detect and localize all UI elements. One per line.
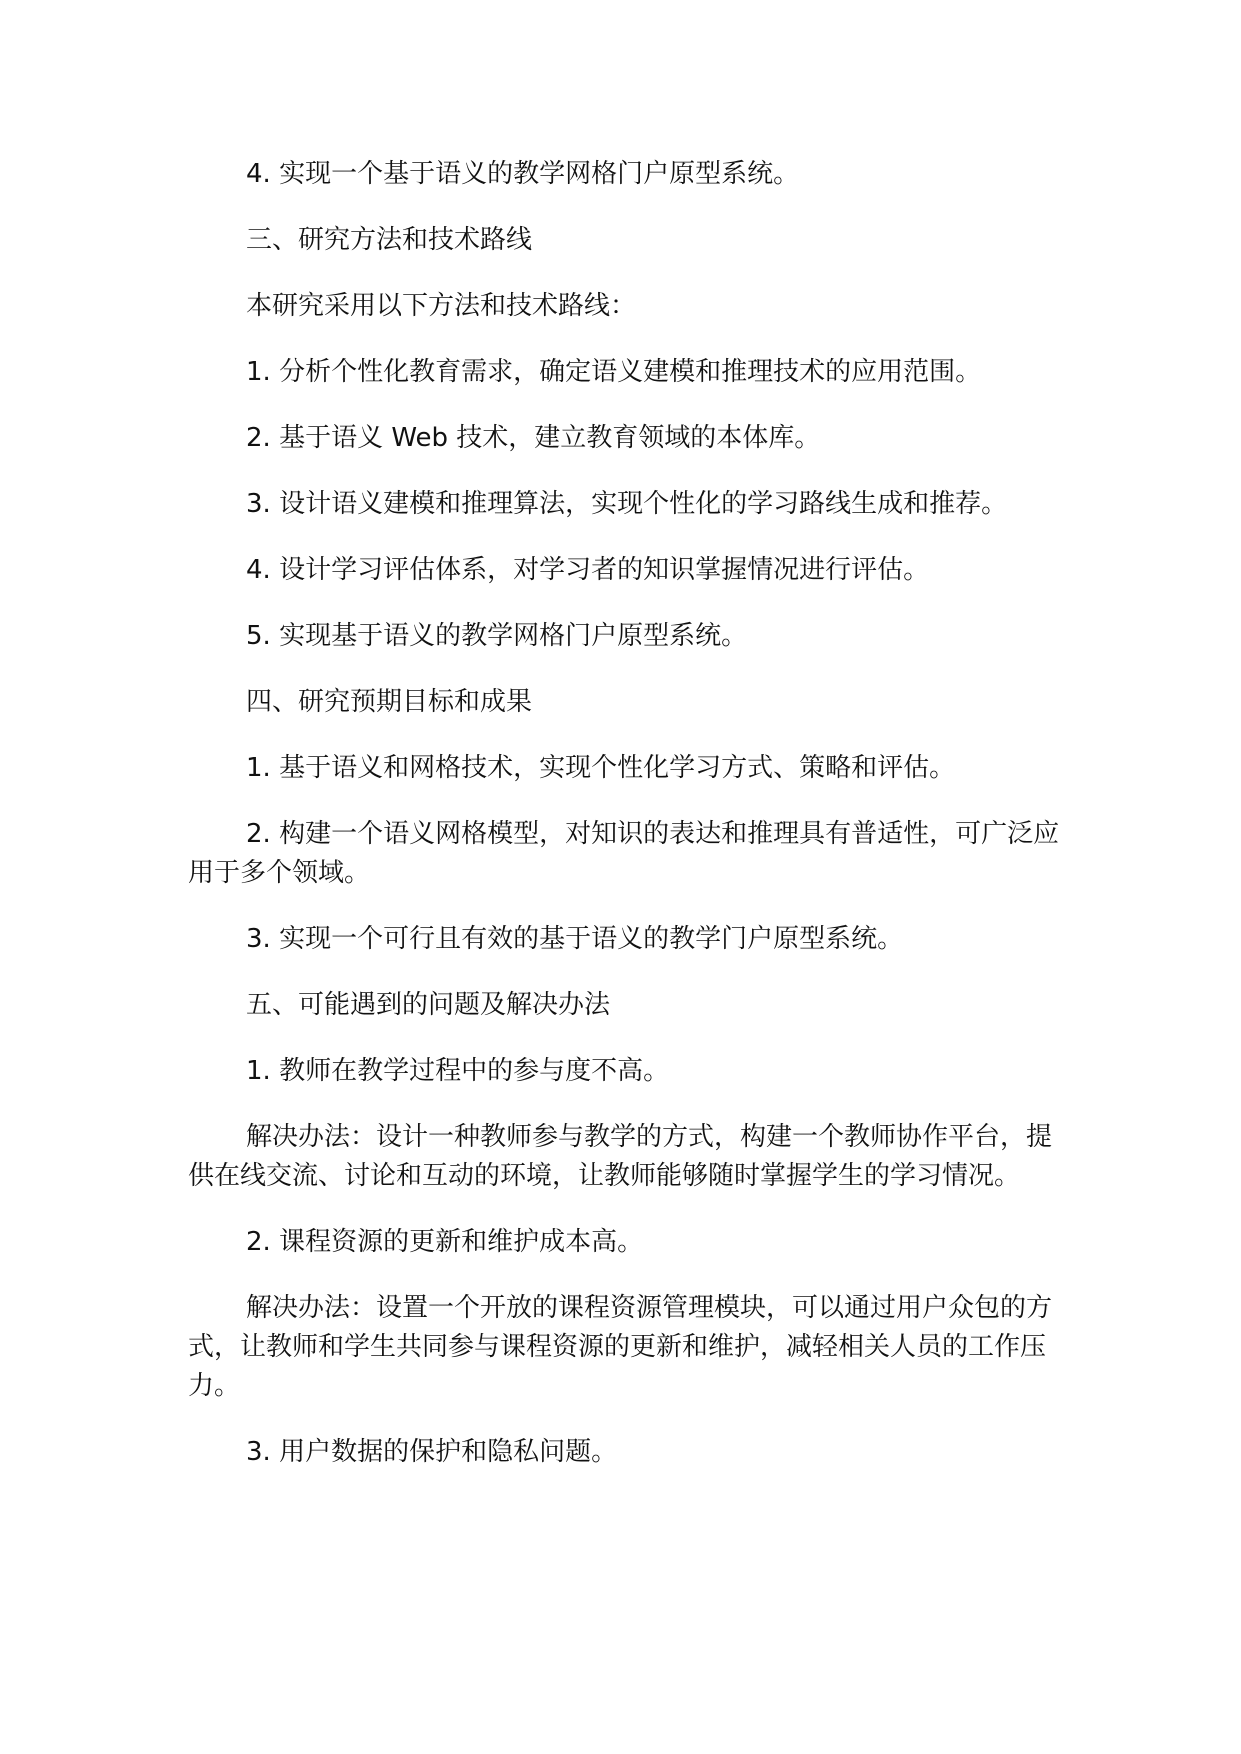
- solution-paragraph: 解决办法：设计一种教师参与教学的方式，构建一个教师协作平台，提供在线交流、讨论和互动的环境，让教师能够随时掌握学生的学习情况。: [188, 1122, 1053, 1191]
- list-item: 2. 构建一个语义网格模型，对知识的表达和推理具有普适性，可广泛应用于多个领域。: [188, 819, 1060, 888]
- list-item: 3. 实现一个可行且有效的基于语义的教学门户原型系统。: [246, 924, 904, 954]
- list-item: 2. 课程资源的更新和维护成本高。: [246, 1227, 644, 1257]
- section-heading: 四、研究预期目标和成果: [246, 687, 533, 717]
- paragraph: 本研究采用以下方法和技术路线：: [246, 291, 637, 321]
- list-item: 2. 基于语义 Web 技术，建立教育领域的本体库。: [246, 423, 821, 453]
- list-item: 1. 基于语义和网格技术，实现个性化学习方式、策略和评估。: [246, 753, 956, 783]
- document-body: [188, 155, 1068, 1499]
- list-item: 3. 用户数据的保护和隐私问题。: [246, 1437, 618, 1467]
- section-heading: 三、研究方法和技术路线: [246, 225, 533, 255]
- solution-paragraph: 解决办法：设置一个开放的课程资源管理模块，可以通过用户众包的方式，让教师和学生共同参与课程资源的更新和维护，减轻相关人员的工作压力。: [188, 1293, 1053, 1401]
- list-item: 1. 分析个性化教育需求，确定语义建模和推理技术的应用范围。: [246, 357, 982, 387]
- list-item: 1. 教师在教学过程中的参与度不高。: [246, 1056, 670, 1086]
- paragraph: 4. 实现一个基于语义的教学网格门户原型系统。: [246, 159, 800, 189]
- list-item: 5. 实现基于语义的教学网格门户原型系统。: [246, 621, 748, 651]
- section-heading: 五、可能遇到的问题及解决办法: [246, 990, 611, 1020]
- list-item: 4. 设计学习评估体系，对学习者的知识掌握情况进行评估。: [246, 555, 930, 585]
- list-item: 3. 设计语义建模和推理算法，实现个性化的学习路线生成和推荐。: [246, 489, 1008, 519]
